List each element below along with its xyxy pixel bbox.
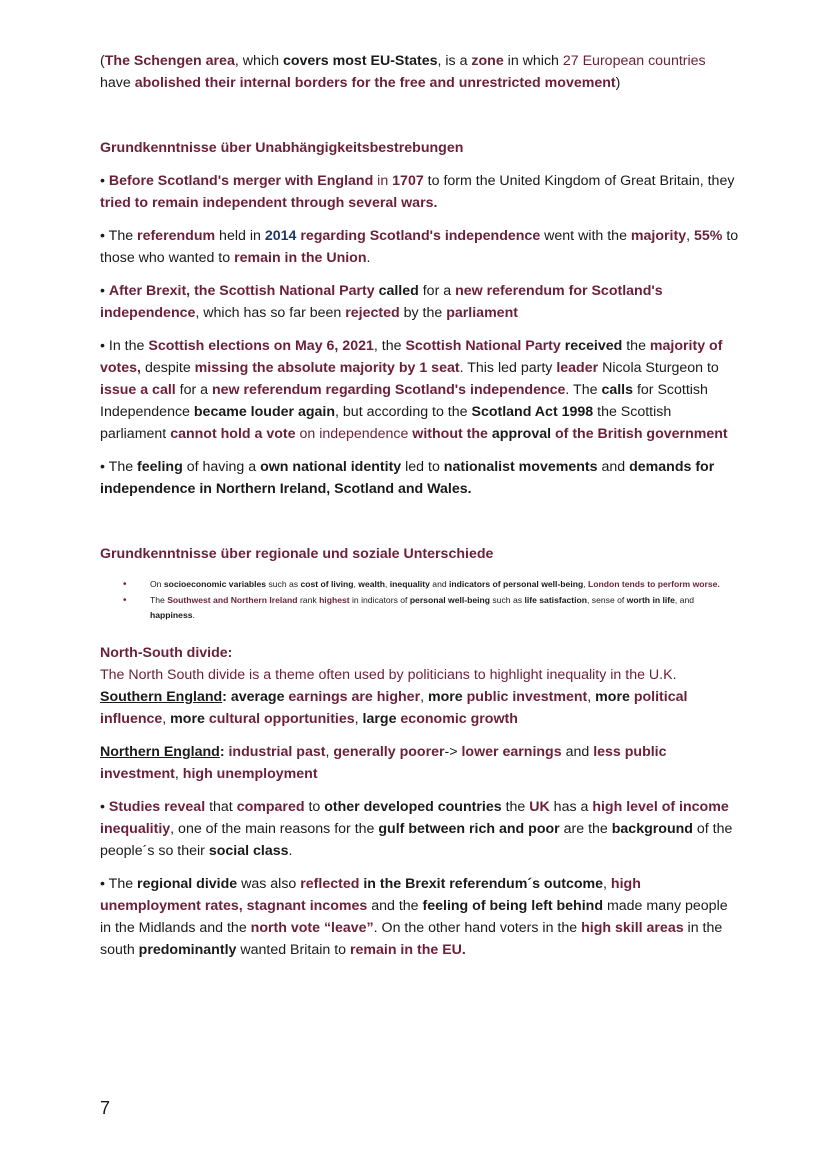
text-run: that [205,799,237,815]
text-run: was also [237,876,301,892]
text-run: high level of income inequalitiy [100,799,729,837]
text-run: approval [491,426,552,442]
text-run: Scotland Act 1998 [471,404,594,420]
text-run: Northern England [100,744,220,760]
text-run: • [100,283,109,299]
text-run: calls [601,382,633,398]
text-run: Scottish National Party [405,338,561,354]
text-run: . [366,250,371,266]
text-run: more [427,689,463,705]
text-run: less public investment [100,744,667,782]
text-run: ( [100,53,105,69]
text-run: , [174,766,183,782]
text-run: made many people in the Midlands and the [100,898,728,936]
text-run: to form the United Kingdom of Great Britain, they [423,173,735,189]
text-run: earnings are higher [288,689,421,705]
regional-bullet-2 [150,593,740,623]
text-run: new referendum regarding Scotland's independence [212,382,566,398]
text-run: background [611,821,693,837]
text-run: , [603,876,611,892]
text-run: worth in life [626,595,675,605]
text-run: more [170,711,205,727]
text-run: generally poorer [333,744,445,760]
text-run: demands for independence in Northern Ireland, Scotland and Wales. [100,459,715,497]
text-run: remain in the Union [234,250,367,266]
text-run: held in [215,228,265,244]
text-run: regarding Scotland's independence [300,228,541,244]
text-run: socioeconomic variables [163,579,267,589]
text-run: of the British government [555,426,728,442]
income-inequality-paragraph [100,796,740,862]
text-run: cost of living [300,579,354,589]
text-run: are the [559,821,612,837]
text-run: 2014 [264,228,297,244]
text-run: called [378,283,419,299]
document-page [100,50,740,961]
text-run: more [595,689,630,705]
text-run: referendum [137,228,216,244]
text-run: the [622,338,650,354]
text-run: for Scottish Independence [100,382,708,420]
text-run: . The [565,382,602,398]
text-run: rejected [345,305,400,321]
independence-paragraph-5 [100,456,740,500]
regional-bullet-list [100,577,740,623]
text-run: , sense of [587,595,627,605]
text-run: high skill areas [581,920,684,936]
text-run: rank [297,595,320,605]
text-run: received [564,338,623,354]
text-run: wanted Britain to [236,942,350,958]
text-run: political influence [100,689,688,727]
text-run: without the [412,426,488,442]
text-run: cannot hold a vote [170,426,296,442]
text-run: highest [319,595,350,605]
text-run: to [304,799,325,815]
text-run: -> [444,744,462,760]
text-run: : [219,744,229,760]
text-run: , [420,689,428,705]
text-run: industrial past [228,744,326,760]
independence-paragraph-4 [100,335,740,445]
north-south-heading: North-South divide: [100,645,233,661]
text-run: gulf between rich and poor [378,821,560,837]
text-run: , [354,711,363,727]
text-run: Scottish elections on May 6, 2021 [148,338,374,354]
text-run: Nicola Sturgeon to [598,360,719,376]
north-south-intro: The North South divide is a theme often used by politicians to highlight inequality in the U.K. [100,667,677,683]
text-run: and the [367,898,423,914]
text-run: , [587,689,596,705]
text-run: tried to remain independent through several wars. [100,195,438,211]
text-run: led to [401,459,444,475]
text-run: • [100,799,109,815]
text-run: in [373,173,393,189]
text-run: such as [490,595,525,605]
text-run: happiness [150,610,193,620]
text-run: north vote “leave” [250,920,374,936]
text-run: compared [236,799,305,815]
text-run: . [192,610,195,620]
text-run: Studies reveal [108,799,206,815]
text-run: and [561,744,594,760]
text-run: , but according to the [335,404,472,420]
text-run: On [150,579,164,589]
text-run: , [325,744,334,760]
text-run: economic growth [400,711,518,727]
text-run: have [100,75,135,91]
text-run: despite [141,360,195,376]
text-run: feeling [137,459,183,475]
text-run: has a [549,799,593,815]
text-run: own national identity [260,459,402,475]
schengen-paragraph [100,50,740,94]
text-run: in the Brexit referendum´s outcome [363,876,604,892]
text-run: personal well-being [409,595,491,605]
text-run: reflected [300,876,360,892]
text-run: UK [529,799,550,815]
text-run: went with the [540,228,631,244]
text-run: in the south [100,920,723,958]
text-run: predominantly [138,942,237,958]
text-run: , [583,579,589,589]
text-run: of having a [182,459,261,475]
text-run: , [686,228,695,244]
text-run: and [597,459,630,475]
text-run: 55% [694,228,723,244]
text-run: : average [222,689,289,705]
text-run: majority of votes, [100,338,723,376]
text-run: indicators of personal well-being [449,579,584,589]
text-run: large [362,711,397,727]
text-run: London tends to perform worse. [588,579,720,589]
text-run: for a [175,382,212,398]
text-run: , the [373,338,406,354]
text-run: on independence [295,426,413,442]
brexit-divide-paragraph [100,873,740,961]
text-run: such as [266,579,301,589]
text-run: • [100,173,109,189]
page-number: 7 [100,1098,111,1118]
independence-heading: Grundkenntnisse über Unabhängigkeitsbestrebungen [100,140,464,156]
text-run: feeling of being left behind [422,898,603,914]
text-run: • The [100,459,138,475]
text-run: wealth [358,579,386,589]
text-run: . This led party [459,360,557,376]
text-run: The Schengen area [104,53,235,69]
independence-paragraph-1 [100,170,740,214]
text-run: remain in the EU. [349,942,466,958]
text-run: life satisfaction [524,595,588,605]
text-run: , which [234,53,283,69]
text-run: nationalist movements [443,459,598,475]
text-run: for a [418,283,456,299]
text-run: by the [399,305,447,321]
text-run: After Brexit, the Scottish National Party [108,283,375,299]
text-run: , one of the main reasons for the [170,821,379,837]
text-run: • In the [100,338,149,354]
text-run: ) [615,75,621,91]
text-run: Southern England [100,689,223,705]
text-run: new referendum for Scotland's independence [100,283,663,321]
text-run: became louder again [193,404,336,420]
text-run: cultural opportunities [208,711,355,727]
text-run: high unemployment rates, stagnant incomes [100,876,641,914]
text-run: , [353,579,359,589]
text-run: high unemployment [182,766,318,782]
text-run: the [501,799,530,815]
text-run: 27 European countries [562,53,706,69]
text-run: . [288,843,293,859]
text-run: Southwest and Northern Ireland [167,595,298,605]
text-run: missing the absolute majority by 1 seat [194,360,460,376]
text-run: , [162,711,171,727]
text-run: parliament [446,305,518,321]
text-run: to those who wanted to [100,228,739,266]
text-run: , is a [437,53,472,69]
text-run: , which has so far been [195,305,346,321]
text-run: • The [100,228,138,244]
independence-paragraph-2 [100,225,740,269]
text-run: • The [100,876,138,892]
text-run: The [150,595,168,605]
text-run: 1707 [392,173,424,189]
text-run: leader [556,360,599,376]
text-run: and [429,579,450,589]
text-run: lower earnings [461,744,562,760]
text-run: , and [674,595,695,605]
northern-england-paragraph [100,741,740,785]
text-run: in indicators of [349,595,410,605]
southern-england-paragraph [100,686,740,730]
independence-paragraph-3 [100,280,740,324]
text-run: in which [503,53,563,69]
regional-heading: Grundkenntnisse über regionale und soziale Unterschiede [100,546,494,562]
text-run: other developed countries [324,799,502,815]
text-run: issue a call [100,382,176,398]
text-run: majority [630,228,687,244]
text-run: the Scottish parliament [100,404,672,442]
text-run: social class [208,843,289,859]
text-run: of the people´s so their [100,821,733,859]
text-run: , [385,579,390,589]
text-run: zone [471,53,504,69]
text-run: covers most EU-States [282,53,438,69]
text-run: abolished their internal borders for the free and unrestricted movement [134,75,616,91]
regional-bullet-1 [150,577,740,592]
text-run: regional divide [137,876,238,892]
text-run: . On the other hand voters in the [373,920,582,936]
text-run: public investment [466,689,588,705]
text-run: inequality [389,579,430,589]
text-run: Before Scotland's merger with England [108,173,374,189]
